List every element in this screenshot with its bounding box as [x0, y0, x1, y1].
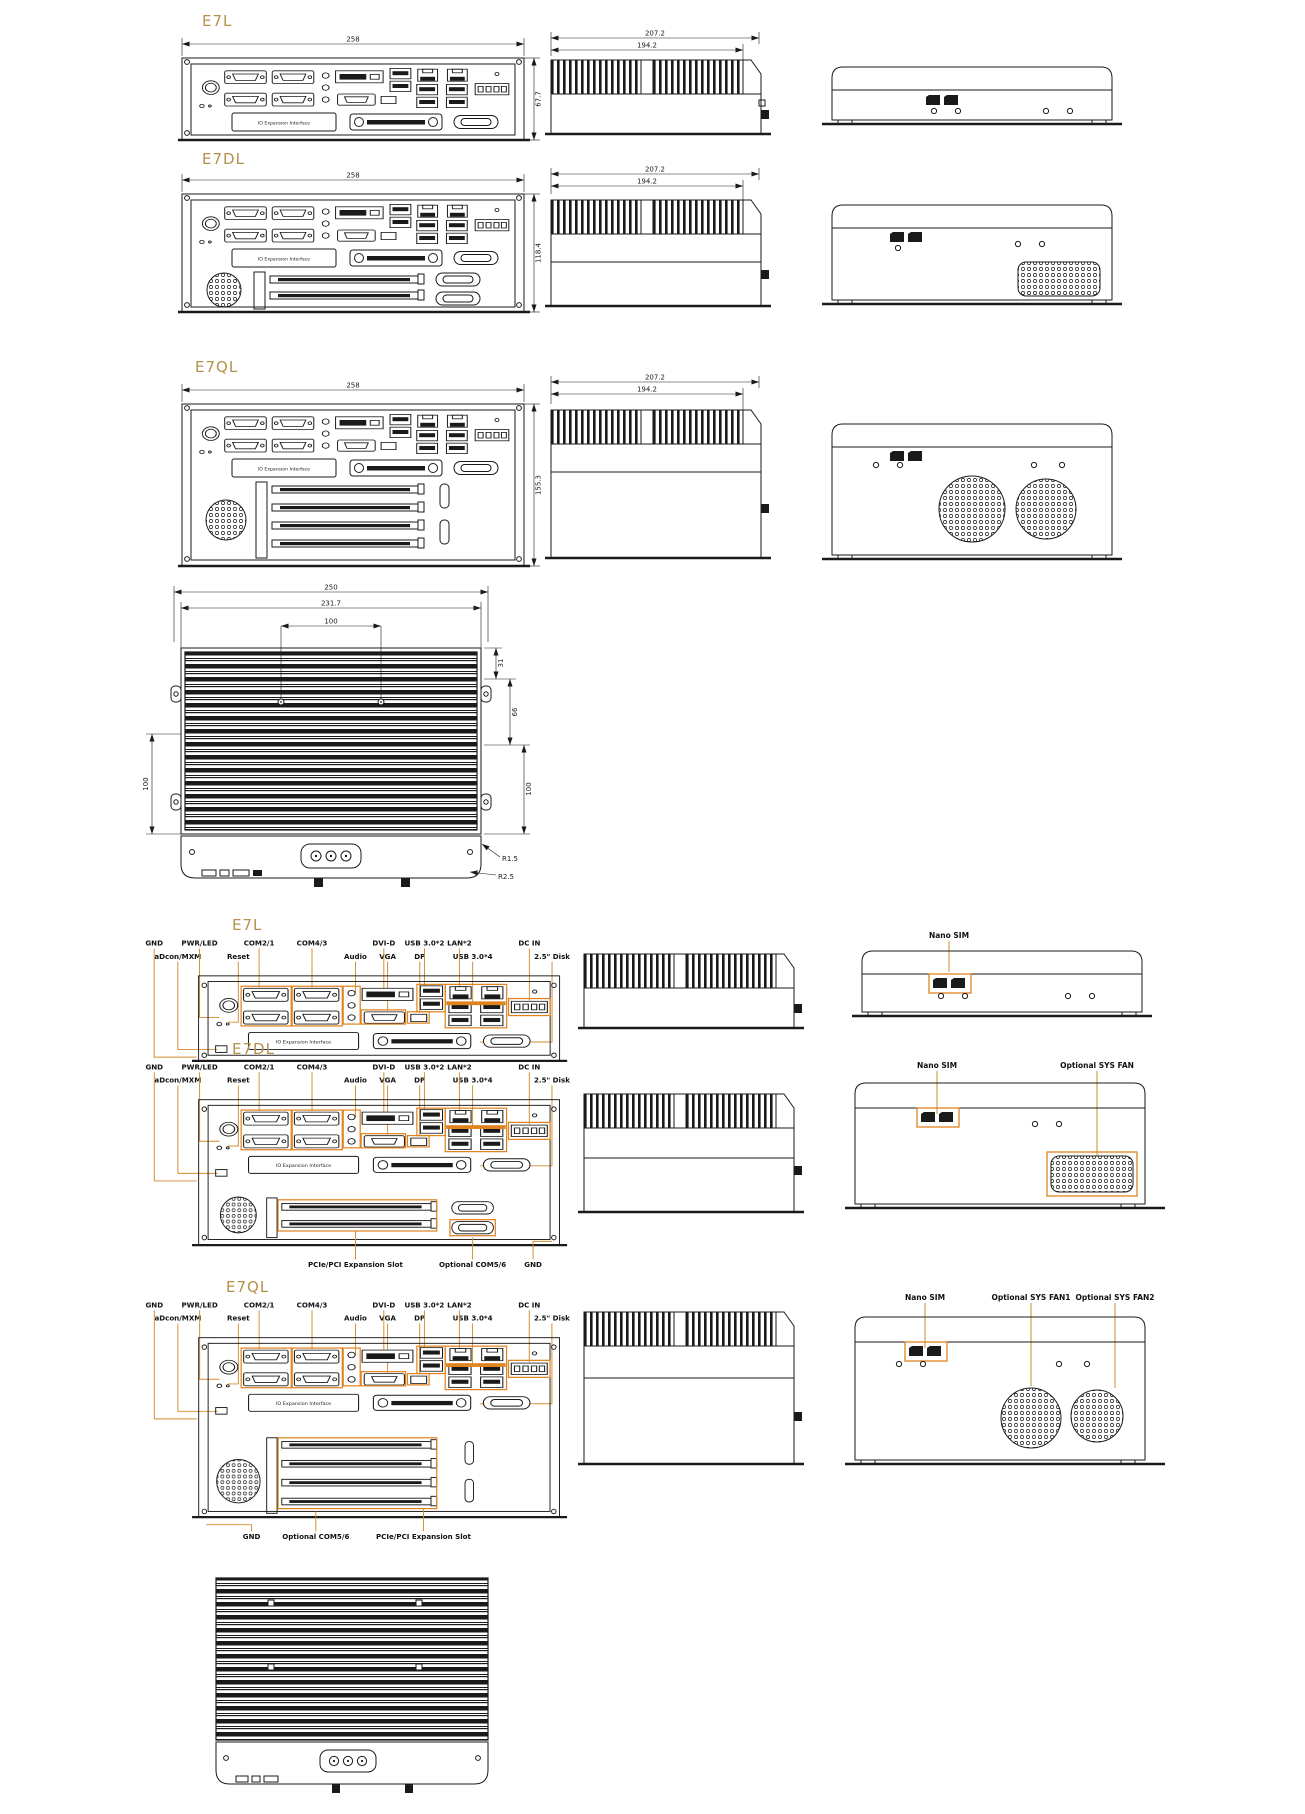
- dim-height: 118.4: [534, 242, 543, 264]
- svg-text:Audio: Audio: [344, 1313, 367, 1323]
- sys-fan-label: Optional SYS FAN: [1060, 1061, 1134, 1070]
- e7dl-annotated-rear-view: [140, 1060, 570, 1282]
- e7ql-annotated-front-view: [845, 1290, 1165, 1485]
- section-title-annotated-e7l: E7L: [232, 916, 263, 934]
- dim-depth: 207.2: [644, 374, 666, 382]
- svg-text:PWR/LED: PWR/LED: [181, 1300, 218, 1310]
- bottom-labels: [206, 1509, 471, 1541]
- svg-text:COM2/1: COM2/1: [243, 938, 275, 948]
- sys-fan1-label: Optional SYS FAN1: [991, 1293, 1071, 1302]
- port-labels: [145, 939, 570, 961]
- svg-text:Reset: Reset: [226, 951, 250, 961]
- nano-sim-label: Nano SIM: [904, 1293, 946, 1302]
- svg-text:GND: GND: [524, 1259, 542, 1269]
- svg-text:GND: GND: [145, 938, 163, 948]
- dim-right-top: 31: [497, 658, 505, 668]
- svg-text:Audio: Audio: [344, 951, 367, 961]
- svg-text:PCIe/PCI Expansion Slot: PCIe/PCI Expansion Slot: [375, 1531, 471, 1541]
- e7dl-rear-view-drawing: [178, 170, 543, 325]
- svg-text:Reset: Reset: [227, 1313, 250, 1323]
- svg-text:COM2/1: COM2/1: [243, 1062, 275, 1072]
- svg-text:DVI-D: DVI-D: [372, 938, 396, 948]
- bottom-top-view-drawing: [202, 1572, 502, 1812]
- svg-text:PWR/LED: PWR/LED: [181, 1062, 218, 1072]
- svg-text:LAN*2: LAN*2: [447, 1300, 472, 1310]
- svg-text:COM2/1: COM2/1: [243, 1300, 275, 1310]
- svg-text:USB 3.0*4: USB 3.0*4: [452, 1075, 493, 1085]
- e7l-annotated-front-view: [852, 928, 1152, 1038]
- svg-text:Audio: Audio: [344, 1075, 367, 1085]
- svg-text:USB 3.0*4: USB 3.0*4: [452, 1313, 493, 1323]
- dim-hole-spacing: 100: [324, 617, 338, 626]
- e7ql-side-view-drawing: [545, 374, 773, 574]
- e7ql-rear-view-drawing: [178, 380, 543, 580]
- fan-grille: [220, 1197, 256, 1233]
- port-labels: [145, 1062, 570, 1084]
- e7dl-side-view-drawing: [545, 166, 773, 321]
- svg-text:DP: DP: [414, 1313, 426, 1323]
- svg-text:Optional COM5/6: Optional COM5/6: [439, 1259, 507, 1269]
- svg-text:PWR/LED: PWR/LED: [181, 938, 218, 948]
- e7dl-annotated-front-view: [845, 1058, 1165, 1228]
- dim-right-bottom: 100: [525, 782, 533, 796]
- svg-text:VGA: VGA: [379, 1075, 396, 1085]
- svg-text:DVI-D: DVI-D: [372, 1300, 396, 1310]
- svg-text:LAN*2: LAN*2: [447, 938, 472, 948]
- svg-text:aDcon/MXM: aDcon/MXM: [154, 951, 202, 961]
- svg-text:COM4/3: COM4/3: [296, 1062, 328, 1072]
- e7dl-front-view-drawing: [822, 188, 1122, 318]
- svg-text:USB 3.0*2: USB 3.0*2: [404, 1300, 445, 1310]
- e7dl-annotated-side-view: [578, 1082, 806, 1232]
- section-title-e7dl: E7DL: [202, 150, 245, 168]
- fan-grille: [1018, 262, 1100, 296]
- top-cover-fins: [216, 1578, 488, 1740]
- svg-text:USB 3.0*4: USB 3.0*4: [452, 951, 493, 961]
- expansion-slots: [272, 484, 424, 548]
- svg-text:Optional COM5/6: Optional COM5/6: [282, 1531, 350, 1541]
- dim-fin-depth: 194.2: [636, 385, 658, 394]
- svg-text:DP: DP: [414, 951, 426, 961]
- top-view-drawing: [118, 582, 543, 887]
- port-labels: [146, 1300, 570, 1322]
- svg-text:USB 3.0*2: USB 3.0*2: [404, 1062, 445, 1072]
- dim-height: 155.3: [534, 474, 543, 496]
- expansion-slots: [282, 1440, 437, 1506]
- svg-text:GND: GND: [145, 1300, 164, 1310]
- section-title-e7ql: E7QL: [195, 358, 239, 376]
- fan-grille-2: [1016, 479, 1076, 539]
- e7l-annotated-side-view: [578, 944, 806, 1044]
- svg-text:2.5" Disk: 2.5" Disk: [533, 1313, 570, 1323]
- svg-text:DP: DP: [414, 1075, 426, 1085]
- fan-grille-2: [1071, 1390, 1123, 1442]
- dim-depth: 207.2: [644, 30, 666, 38]
- svg-text:2.5" Disk: 2.5" Disk: [534, 951, 570, 961]
- dim-width: 258: [346, 35, 360, 44]
- radius-callout-small: R1.5: [502, 855, 518, 863]
- dim-width: 258: [346, 171, 360, 180]
- svg-text:aDcon/MXM: aDcon/MXM: [154, 1075, 202, 1085]
- e7l-side-view-drawing: [545, 30, 773, 148]
- svg-text:VGA: VGA: [379, 1313, 396, 1323]
- e7ql-annotated-rear-view: [140, 1298, 570, 1553]
- dim-left-height: 100: [142, 777, 150, 791]
- fan-grille-1: [939, 476, 1005, 542]
- dim-fin-depth: 194.2: [636, 41, 658, 50]
- svg-text:COM4/3: COM4/3: [296, 938, 328, 948]
- section-title-e7l: E7L: [202, 12, 233, 30]
- dim-right-mid: 66: [511, 707, 519, 717]
- svg-text:LAN*2: LAN*2: [447, 1062, 472, 1072]
- section-title-annotated-e7dl: E7DL: [232, 1040, 275, 1058]
- svg-text:2.5" Disk: 2.5" Disk: [534, 1075, 570, 1085]
- svg-text:VGA: VGA: [379, 951, 396, 961]
- sys-fan2-label: Optional SYS FAN2: [1075, 1293, 1155, 1302]
- section-title-annotated-e7ql: E7QL: [226, 1278, 270, 1296]
- svg-text:GND: GND: [145, 1062, 164, 1072]
- svg-text:aDcon/MXM: aDcon/MXM: [154, 1313, 202, 1323]
- fan-grille: [1051, 1156, 1133, 1192]
- dim-depth: 207.2: [644, 166, 666, 174]
- svg-text:Reset: Reset: [227, 1075, 250, 1085]
- dim-body-width: 231.7: [320, 599, 342, 608]
- svg-text:DVI-D: DVI-D: [372, 1062, 396, 1072]
- e7l-rear-view-drawing: [178, 34, 543, 152]
- fan-grille: [217, 1460, 260, 1503]
- svg-text:DC IN: DC IN: [518, 1062, 541, 1072]
- svg-text:USB 3.0*2: USB 3.0*2: [404, 938, 445, 948]
- e7ql-annotated-side-view: [578, 1300, 806, 1485]
- e7ql-front-view-drawing: [822, 405, 1122, 575]
- svg-text:GND: GND: [242, 1531, 261, 1541]
- radius-callout-large: R2.5: [498, 873, 514, 881]
- fan-grille-1: [1001, 1388, 1061, 1448]
- bottom-labels: [308, 1231, 552, 1269]
- svg-text:DC IN: DC IN: [518, 938, 541, 948]
- dim-fin-depth: 194.2: [636, 177, 658, 186]
- svg-text:DC IN: DC IN: [518, 1300, 541, 1310]
- svg-text:COM4/3: COM4/3: [296, 1300, 328, 1310]
- fan-grille: [206, 500, 246, 540]
- nano-sim-label: Nano SIM: [916, 1061, 958, 1070]
- dim-height: 67.7: [534, 91, 543, 107]
- fan-grille: [207, 273, 241, 307]
- e7l-front-view-drawing: [822, 50, 1122, 135]
- dim-width: 258: [346, 381, 360, 390]
- nano-sim-label: Nano SIM: [928, 931, 970, 940]
- top-cover-fins: [185, 652, 477, 830]
- dim-overall-width: 250: [324, 583, 338, 592]
- svg-text:PCIe/PCI Expansion Slot: PCIe/PCI Expansion Slot: [307, 1259, 403, 1269]
